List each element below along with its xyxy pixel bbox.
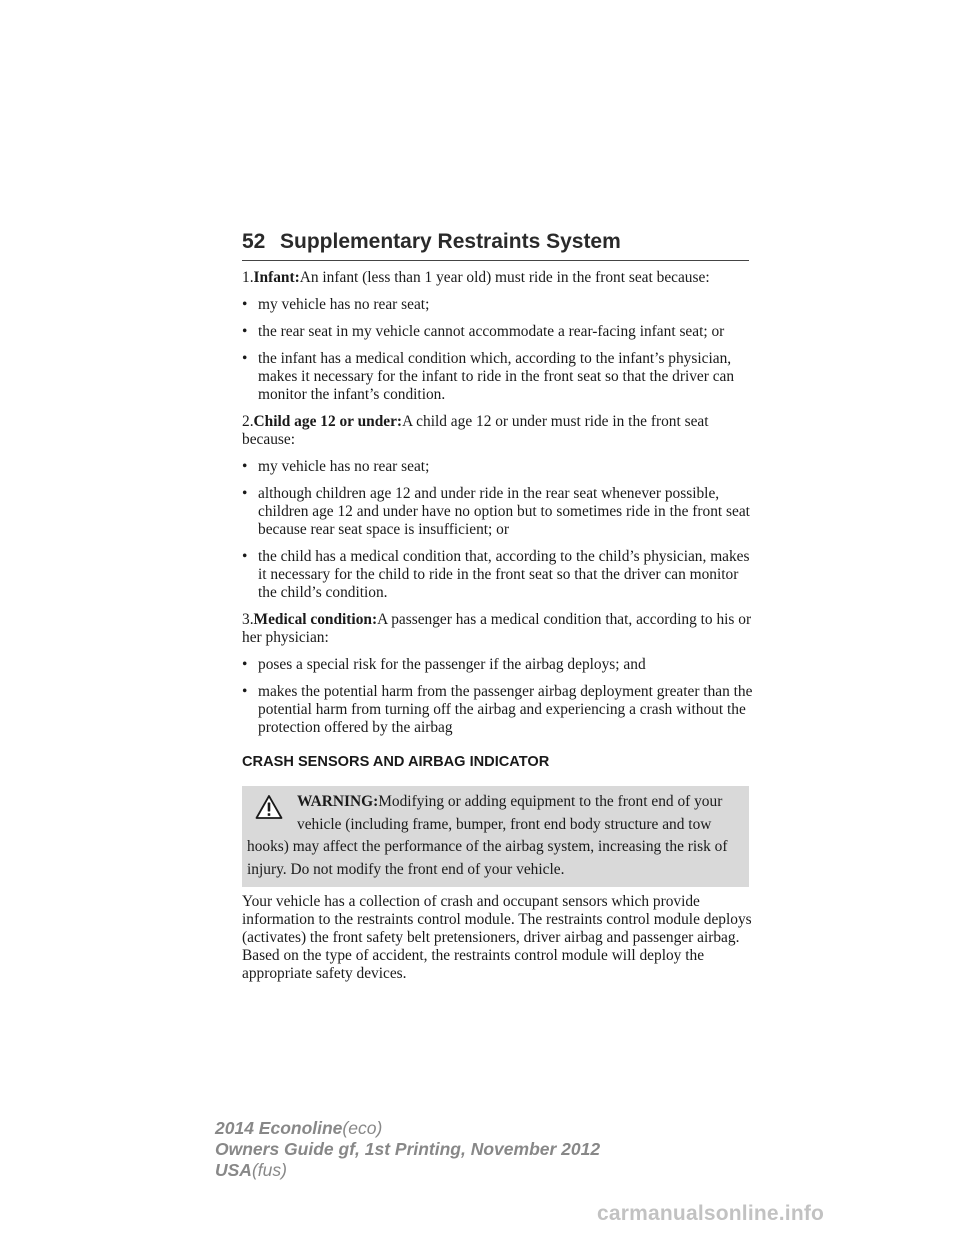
item-term: Medical condition: [253, 611, 378, 628]
item-text: A child age 12 or under must ride in the front seat because: [242, 413, 709, 448]
list-item: • makes the potential harm from the passenger airbag deployment greater than the potential harm from turning off the airbag and experiencing a crash without the protection offered by the airbag [242, 683, 753, 736]
bullet-icon: • [242, 323, 248, 340]
list-item: • my vehicle has no rear seat; [242, 458, 430, 475]
footer-model-code: (eco) [342, 1118, 383, 1138]
medical-bullet-list [242, 656, 754, 737]
warning-body: Modifying or adding equipment to the front end of your vehicle (including frame, bumper, front end body structure and tow hooks) may affect the performance of the airbag system, increasing the risk of injury. Do not modify the front end of your vehicle. [247, 793, 728, 878]
page-content [242, 269, 754, 992]
bullet-icon: • [242, 350, 248, 367]
footer-market-code: (fus) [251, 1160, 287, 1180]
item-number: 2. [242, 413, 254, 430]
crash-sensors-heading: CRASH SENSORS AND AIRBAG INDICATOR [242, 754, 550, 770]
list-item: • although children age 12 and under ride in the rear seat whenever possible, children age 12 and under have no option but to sometimes ride in the front seat because rear seat space is insufficient; or [242, 485, 750, 538]
crash-sensors-body: Your vehicle has a collection of crash and occupant sensors which provide information to the restraints control module. The restraints control module deploys (activates) the front safety belt pretensioners, driver airbag and passenger airbag. Based on the type of accident, the restraints control module will deploy the appropriate safety devices. [242, 893, 752, 982]
list-item: • poses a special risk for the passenger if the airbag deploys; and [242, 656, 646, 673]
page-header [242, 230, 749, 261]
footer-model-line [215, 1118, 600, 1139]
list-item: • my vehicle has no rear seat; [242, 296, 430, 313]
item-infant [242, 269, 754, 287]
warning-label: WARNING: [297, 793, 379, 810]
bullet-icon: • [242, 485, 248, 502]
child-bullet-list [242, 458, 754, 602]
warning-triangle-icon [255, 794, 283, 820]
footer-guide-line [215, 1139, 600, 1160]
item-medical [242, 611, 754, 647]
bullet-icon: • [242, 548, 248, 565]
footer-market-line [215, 1160, 600, 1181]
section-title: Supplementary Restraints System [280, 230, 621, 253]
infant-bullet-list [242, 296, 754, 404]
bullet-icon: • [242, 683, 248, 700]
page-number: 52 [242, 230, 266, 253]
item-term: Child age 12 or under: [253, 413, 403, 430]
watermark: carmanualsonline.info [597, 1202, 825, 1225]
warning-box [242, 786, 749, 887]
list-item: • the rear seat in my vehicle cannot accommodate a rear-facing infant seat; or [242, 323, 725, 340]
item-number: 3. [242, 611, 254, 628]
page-footer [215, 1118, 600, 1181]
warning-text [247, 791, 744, 881]
item-text: An infant (less than 1 year old) must ride in the front seat because: [299, 269, 710, 286]
item-number: 1. [242, 269, 254, 286]
bullet-icon: • [242, 458, 248, 475]
bullet-icon: • [242, 656, 248, 673]
bullet-icon: • [242, 296, 248, 313]
footer-market: USA [215, 1160, 252, 1180]
footer-model: 2014 Econoline [215, 1118, 343, 1138]
item-text: A passenger has a medical condition that, according to his or her physician: [242, 611, 752, 646]
item-term: Infant: [253, 269, 300, 286]
list-item: • the infant has a medical condition which, according to the infant’s physician, makes it necessary for the infant to ride in the front seat so that the driver can monitor the infant’s condition. [242, 350, 735, 403]
footer-guide: Owners Guide gf, 1st Printing, November 2012 [215, 1139, 601, 1159]
list-item: • the child has a medical condition that, according to the child’s physician, makes it necessary for the child to ride in the front seat so that the driver can monitor the child’s condition. [242, 548, 750, 601]
item-child [242, 413, 754, 449]
